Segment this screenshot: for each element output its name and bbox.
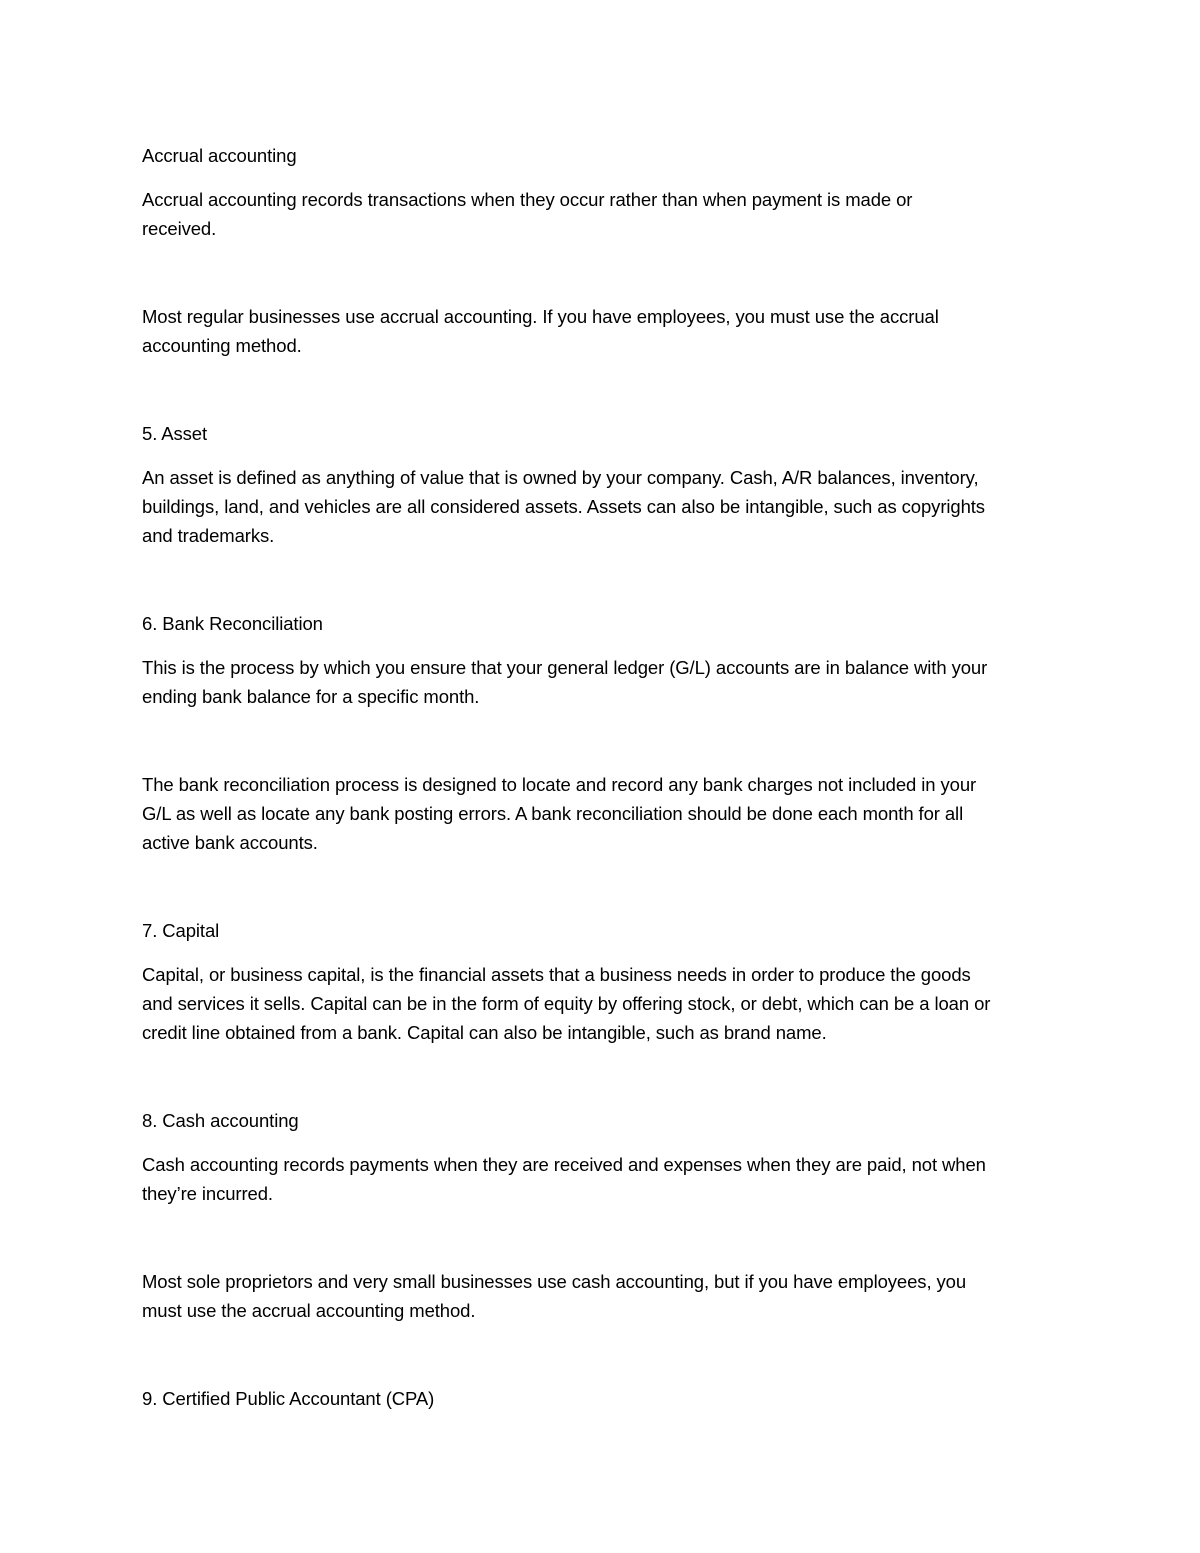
section-accrual-accounting — [142, 141, 1062, 360]
text-line: accounting method. — [142, 335, 302, 356]
text-line: Capital, or business capital, is the financial assets that a business needs in order to produce the goods — [142, 964, 971, 985]
section-bank-reconciliation — [142, 609, 1062, 857]
text-line: credit line obtained from a bank. Capital can also be intangible, such as brand name. — [142, 1022, 827, 1043]
section-heading: 5. Asset — [142, 423, 208, 444]
text-line: G/L as well as locate any bank posting errors. A bank reconciliation should be done each month for all — [142, 803, 964, 824]
text-line: and services it sells. Capital can be in the form of equity by offering stock, or debt, which can be a loan or — [142, 993, 991, 1014]
paragraph — [142, 1150, 1062, 1208]
text-line: active bank accounts. — [142, 832, 318, 853]
paragraph — [142, 1267, 1062, 1325]
section-heading: 8. Cash accounting — [142, 1110, 299, 1131]
text-line: and trademarks. — [142, 525, 275, 546]
text-line: they’re incurred. — [142, 1183, 273, 1204]
document-body — [142, 141, 1062, 1428]
section-asset — [142, 419, 1062, 550]
text-line: The bank reconciliation process is designed to locate and record any bank charges not included in your — [142, 774, 977, 795]
paragraph — [142, 770, 1062, 857]
paragraph — [142, 653, 1062, 711]
text-line: This is the process by which you ensure that your general ledger (G/L) accounts are in balance with your — [142, 657, 988, 678]
section-heading: 6. Bank Reconciliation — [142, 613, 323, 634]
paragraph — [142, 302, 1062, 360]
section-heading: Accrual accounting — [142, 145, 297, 166]
section-heading: 7. Capital — [142, 920, 220, 941]
section-heading: 9. Certified Public Accountant (CPA) — [142, 1388, 435, 1409]
paragraph — [142, 185, 1062, 243]
text-line: buildings, land, and vehicles are all considered assets. Assets can also be intangible, such as copyrights — [142, 496, 985, 517]
section-cpa — [142, 1384, 1062, 1413]
text-line: An asset is defined as anything of value that is owned by your company. Cash, A/R balances, inventory, — [142, 467, 979, 488]
text-line: Most regular businesses use accrual accounting. If you have employees, you must use the accrual — [142, 306, 939, 327]
text-line: received. — [142, 218, 217, 239]
section-cash-accounting — [142, 1106, 1062, 1325]
section-capital — [142, 916, 1062, 1047]
paragraph — [142, 960, 1062, 1047]
text-line: ending bank balance for a specific month. — [142, 686, 480, 707]
text-line: Cash accounting records payments when they are received and expenses when they are paid, not when — [142, 1154, 986, 1175]
text-line: Most sole proprietors and very small businesses use cash accounting, but if you have employees, you — [142, 1271, 967, 1292]
text-line: must use the accrual accounting method. — [142, 1300, 476, 1321]
text-line: Accrual accounting records transactions when they occur rather than when payment is made or — [142, 189, 913, 210]
paragraph — [142, 463, 1062, 550]
